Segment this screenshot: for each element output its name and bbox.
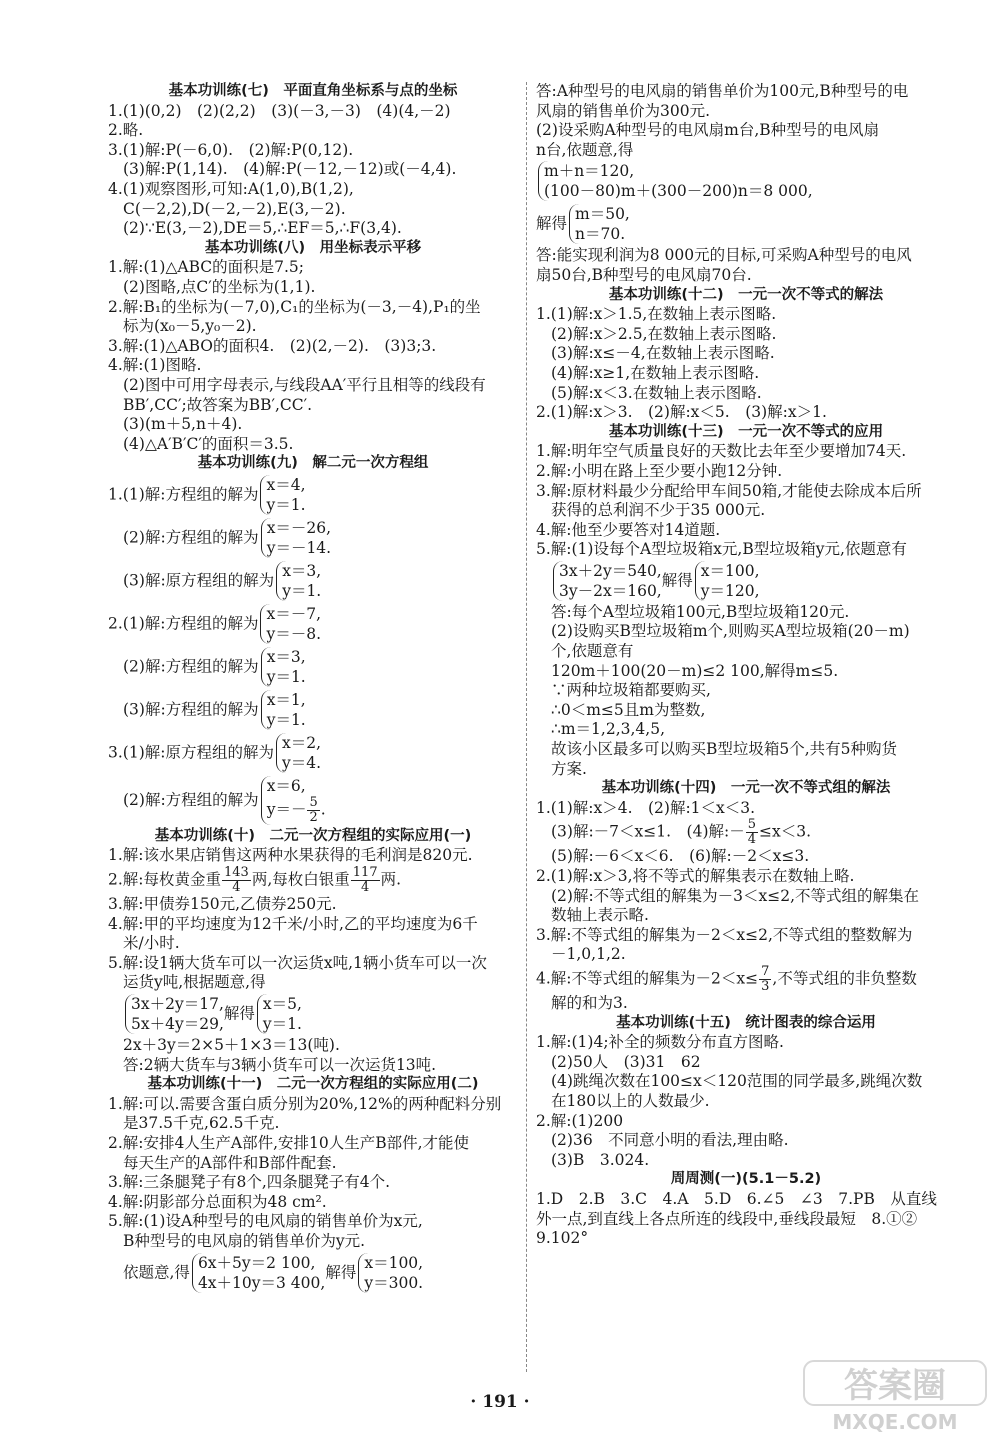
equation-row: y＝1. [262,1015,302,1034]
answer-line: 答:2辆大货车与3辆小货车可以一次运货13吨. [123,1055,437,1074]
answer-line: 2.解:(1)200 [536,1111,624,1130]
answer-line: (3)(m＋5,n＋4). [123,415,243,434]
answer-line: －1,0,1,2. [551,945,626,964]
answer-line: 120m＋100(20－m)≤2 100,解得m≤5. [551,661,839,680]
answer-line: 获得的总利润不少于35 000元. [551,501,766,520]
equation-label: (2)解:方程组的解为 [123,528,259,547]
equation-label: (3)解:方程组的解为 [123,700,259,719]
answer-line: 2.(1)解:x＞3,将不等式的解集表示在数轴上略. [536,867,855,885]
equation-block [108,775,518,827]
answer-line: 2.解:小明在路上至少要小跑12分钟. [536,461,783,480]
equation-row [267,796,326,825]
right-column [536,82,956,1249]
denominator: 4 [361,880,370,896]
equation-row: x＝100, [364,1253,424,1272]
answer-line: 1.解:(1)4;补全的频数分布直方图略. [536,1033,784,1052]
equation-row: 3x＋2y＝17, [131,995,224,1014]
answer-line: (4)跳绳次数在100≤x＜120范围的同学最多,跳绳次数 [551,1072,923,1091]
answer-line: 在180以上的人数最少. [551,1091,710,1110]
solution-system [358,1253,423,1293]
answer-text: (3)解:－7＜x≤1. (4)解:－ [551,822,745,841]
equation-row: x＝2, [281,733,321,752]
equation-system [261,647,306,687]
equation-row: y＝－14. [266,538,332,557]
answer-line: BB′,CC′;故答案为BB′,CC′. [123,395,313,414]
fraction [746,818,758,847]
equation-system [569,204,630,244]
equation-connector: 解得 [223,1004,255,1023]
equation-block [108,474,518,517]
equation-row: n＝70. [575,225,626,244]
equation-label: 2.(1)解:方程组的解为 [108,614,259,633]
page-number: · 191 · [470,1392,530,1412]
equation-block [108,646,518,689]
equation-label: 依题意,得 [123,1263,190,1282]
answer-line: 1.D 2.B 3.C 4.A 5.D 6.∠5 ∠3 7.PB 从直线 [536,1189,937,1208]
denominator: 4 [232,880,241,896]
answer-line: 风扇的销售单价为300元. [536,101,711,120]
answer-line: n台,依题意,得 [536,140,634,159]
numerator: 7 [761,963,770,979]
equation-block [108,517,518,560]
equation-row: x＝－7, [266,604,321,623]
equation-row: 3y－2x＝160, [559,581,662,600]
answer-line: 4.解:(1)图略. [108,356,202,375]
answer-line: 2.略. [108,121,144,140]
numerator: 5 [309,794,318,810]
answer-line: 答:能实现利润为8 000元的目标,可采购A种型号的电风 [536,246,912,265]
numerator: 117 [352,865,378,881]
answer-line: 3.解:三条腿凳子有8个,四条腿凳子有4个. [108,1173,391,1192]
section-heading: 基本功训练(七) 平面直角坐标系与点的坐标 [168,83,458,99]
column-divider [526,82,527,1372]
denominator: 2 [309,809,318,825]
answer-line [536,965,956,994]
watermark-url: MXQE.COM [832,1410,958,1434]
answer-line: 1.解:该水果店销售这两种水果获得的毛利润是820元. [108,846,473,865]
answer-line: 1.解:(1)△ABC的面积是7.5; [108,258,304,277]
answer-line: 5.解:设1辆大货车可以一次运货x吨,1辆小货车可以一次 [108,953,487,972]
answer-line: 4.(1)观察图形,可知:A(1,0),B(1,2), [108,179,354,198]
equation-row: 5x＋4y＝29, [131,1015,224,1034]
answer-line: 米/小时. [123,934,180,953]
answer-line: 3.解:甲债券150元,乙债券250元. [108,895,337,914]
section-heading: 基本功训练(十四) 一元一次不等式组的解法 [601,780,891,797]
answer-line: (3)解:P(1,14). (4)解:P(－12,－12)或(－4,4). [123,160,457,179]
answer-line: (2)50人 (3)31 62 [551,1052,701,1071]
answer-line: 2.(1)解:x＞3. (2)解:x＜5. (3)解:x＞1. [536,403,827,422]
answer-line: 扇50台,B种型号的电风扇70台. [536,265,752,284]
answer-line: 1.(1)(0,2) (2)(2,2) (3)(－3,－3) (4)(4,－2) [108,101,451,120]
fraction [307,796,319,825]
equation-block [536,160,956,203]
section-heading: 基本功训练(十二) 一元一次不等式的解法 [608,286,884,303]
answer-line: 4.解:甲的平均速度为12千米/小时,乙的平均速度为6千 [108,914,478,933]
equation-system [261,518,331,558]
equation-row: y＝1. [266,495,306,514]
equation-system [261,690,306,730]
equation-row: x＝－26, [266,518,332,537]
equation-label: (2)解:方程组的解为 [123,657,259,676]
equation-label: 3.(1)解:原方程组的解为 [108,743,274,762]
answer-text: 4.解:不等式组的解集为－2＜x≤ [536,969,759,988]
equation-row: 4x＋10y＝3 400, [197,1273,326,1292]
equation-text: . [320,800,326,819]
answer-line: ∵两种垃圾箱都要购买, [551,681,711,700]
equation-block [108,1252,518,1295]
equation-label: (2)解:方程组的解为 [123,790,259,809]
answer-line: 3.解:原材料最少分配给甲车间50箱,才能使去除成本后所 [536,481,922,500]
section-heading: 基本功训练(九) 解二元一次方程组 [197,455,429,472]
answer-line: (2)图略,点C′的坐标为(1,1). [123,277,316,296]
equation-row: y＝1. [266,710,306,729]
answer-line: 4.解:他至少要答对14道题. [536,520,721,539]
equation-block [108,603,518,646]
equation-row: 3x＋2y＝540, [559,561,662,580]
answer-line: 9.102° [536,1229,589,1248]
answer-line: 1.(1)解:x＞4. (2)解:1＜x＜3. [536,798,756,817]
equation-system [276,733,321,773]
solution-system [257,994,302,1034]
equation-block [108,732,518,775]
equation-row: x＝100, [700,561,760,580]
equation-block [536,560,956,603]
answer-line: 标为(x₀－5,y₀－2). [123,317,257,336]
answer-line: (2)解:不等式组的解集为－3＜x≤2,不等式组的解集在 [551,886,920,905]
equation-system [538,161,813,201]
equation-system [261,776,326,825]
answer-line: (5)解:－6＜x＜6. (6)解:－2＜x≤3. [551,847,810,866]
answer-line: 2.解:B₁的坐标为(－7,0),C₁的坐标为(－3,－4),P₁的坐 [108,297,481,316]
equation-row: y＝1. [282,581,322,600]
answer-line: (2)图中可用字母表示,与线段AA′平行且相等的线段有 [123,375,486,394]
equation-text: y＝－ [266,800,307,819]
answer-line: 故该小区最多可以购买B型垃圾箱5个,共有5种购货 [551,740,898,759]
answer-line: 2.解:安排4人生产A部件,安排10人生产B部件,才能使 [108,1134,470,1152]
answer-line: (2)∵E(3,－2),DE＝5,∴EF＝5,∴F(3,4). [123,219,402,238]
equation-system [260,604,321,644]
equation-label: (3)解:原方程组的解为 [123,571,275,590]
answer-line: 5.解:(1)设A种型号的电风扇的销售单价为x元, [108,1212,423,1231]
equation-row: y＝120, [700,581,760,600]
equation-row: x＝4, [266,475,306,494]
answer-line: (3)解:x≤－4,在数轴上表示图略. [551,344,775,363]
answer-line: (3)B 3.024. [551,1150,650,1169]
answer-line: B种型号的电风扇的销售单价为y元. [123,1231,366,1250]
answer-line: 每天生产的A部件和B部件配套. [123,1153,337,1172]
answer-text: 两. [380,870,402,889]
answer-line: 1.解:可以.需要含蛋白质分别为20%,12%的两种配料分别 [108,1094,502,1113]
equation-system [276,561,321,601]
equation-system [553,561,662,601]
answer-line: (2)36 不同意小明的看法,理由略. [551,1131,789,1150]
answer-line: 方案. [551,759,587,778]
equation-row: y＝1. [266,667,306,686]
numerator: 5 [747,817,757,833]
answer-line: 答:A种型号的电风扇的销售单价为100元,B种型号的电 [536,82,909,100]
answer-line: 答:每个A型垃圾箱100元,B型垃圾箱120元. [551,602,850,621]
answer-line: (2)解:x＞2.5,在数轴上表示图略. [551,324,777,343]
answer-line: 运货y吨,根据题意,得 [123,973,266,992]
answer-line: 1.解:明年空气质量良好的天数比去年至少要增加74天. [536,442,907,461]
answer-line: (2)设购买B型垃圾箱m个,则购买A型垃圾箱(20－m) [551,622,910,641]
answer-text: 两,每枚白银重 [251,870,350,889]
answer-line: (2)设采购A种型号的电风扇m台,B种型号的电风扇 [536,121,880,140]
equation-row: (100－80)m＋(300－200)n＝8 000, [544,182,813,201]
equation-row: x＝1, [266,690,306,709]
answer-line: 是37.5千克,62.5千克. [123,1114,280,1133]
answer-line: (5)解:x＜3.在数轴上表示图略. [551,383,762,402]
equation-block [108,560,518,603]
equation-block [108,993,518,1036]
section-heading: 周周测(一)(5.1－5.2) [670,1171,822,1188]
equation-label: 解得 [536,214,568,233]
answer-line: 3.解:不等式组的解集为－2＜x≤2,不等式组的整数解为 [536,925,913,944]
watermark-logo [800,1355,990,1435]
fraction [351,866,380,895]
equation-row: x＝3, [282,561,322,580]
answer-line: 外一点,到直线上各点所连的线段中,垂线段最短 8.①② [536,1209,918,1228]
equation-system [125,994,224,1034]
answer-line: 2x＋3y＝2×5＋1×3＝13(吨). [123,1036,340,1055]
equation-row: m＝50, [575,205,630,224]
equation-block [108,689,518,732]
answer-line: 5.解:(1)设每个A型垃圾箱x元,B型垃圾箱y元,依题意有 [536,540,907,559]
answer-line: (4)解:x≥1,在数轴上表示图略. [551,363,760,382]
answer-line: C(－2,2),D(－2,－2),E(3,－2). [123,199,346,218]
denominator: 4 [747,832,757,848]
equation-system [260,475,305,515]
answer-line: 3.解:(1)△ABO的面积4. (2)(2,－2). (3)3;3. [108,336,437,355]
equation-connector: 解得 [661,571,693,590]
answer-text: 2.解:每枚黄金重 [108,870,222,889]
left-column [108,82,518,1295]
watermark-main: 答案圈 [844,1366,946,1406]
equation-row: m＋n＝120, [544,162,635,181]
answer-line: 解的和为3. [551,993,628,1012]
denominator: 3 [761,978,770,994]
equation-block [536,203,956,246]
answer-line: 3.(1)解:P(－6,0). (2)解:P(0,12). [108,140,354,159]
section-heading: 基本功训练(十五) 统计图表的综合运用 [616,1014,876,1031]
equation-row: y＝4. [281,753,322,772]
section-heading: 基本功训练(十) 二元一次方程组的实际应用(一) [154,827,472,844]
equation-row: x＝3, [266,647,306,666]
answer-line: 1.(1)解:x＞1.5,在数轴上表示图略. [536,305,777,324]
answer-text: ,不等式组的非负整数 [772,969,917,988]
answer-line: ∴0＜m≤5且m为整数, [551,700,706,719]
equation-row: y＝300. [364,1273,424,1292]
section-heading: 基本功训练(八) 用坐标表示平移 [204,239,422,256]
answer-line: (4)△A′B′C′的面积＝3.5. [123,434,294,453]
numerator: 143 [224,865,249,881]
equation-connector: 解得 [325,1263,357,1282]
answer-line: ∴m＝1,2,3,4,5, [551,720,666,739]
answer-line: 数轴上表示略. [551,906,649,925]
fraction [222,866,251,895]
equation-system [192,1253,325,1293]
section-heading: 基本功训练(十三) 一元一次不等式的应用 [608,423,884,440]
equation-row: y＝－8. [266,624,322,643]
answer-line [108,866,518,895]
answer-line: 个,依题意有 [551,642,634,661]
answer-line: 4.解:阴影部分总面积为48 cm². [108,1192,327,1211]
equation-label: 1.(1)解:方程组的解为 [108,485,259,504]
answer-text: ≤x＜3. [759,822,812,841]
equation-row: x＝5, [262,995,302,1014]
section-heading: 基本功训练(十一) 二元一次方程组的实际应用(二) [147,1076,479,1093]
answer-line [536,818,956,847]
equation-row: x＝6, [266,776,306,795]
equation-row: 6x＋5y＝2 100, [197,1253,316,1272]
fraction [759,965,771,994]
solution-system [695,561,760,601]
